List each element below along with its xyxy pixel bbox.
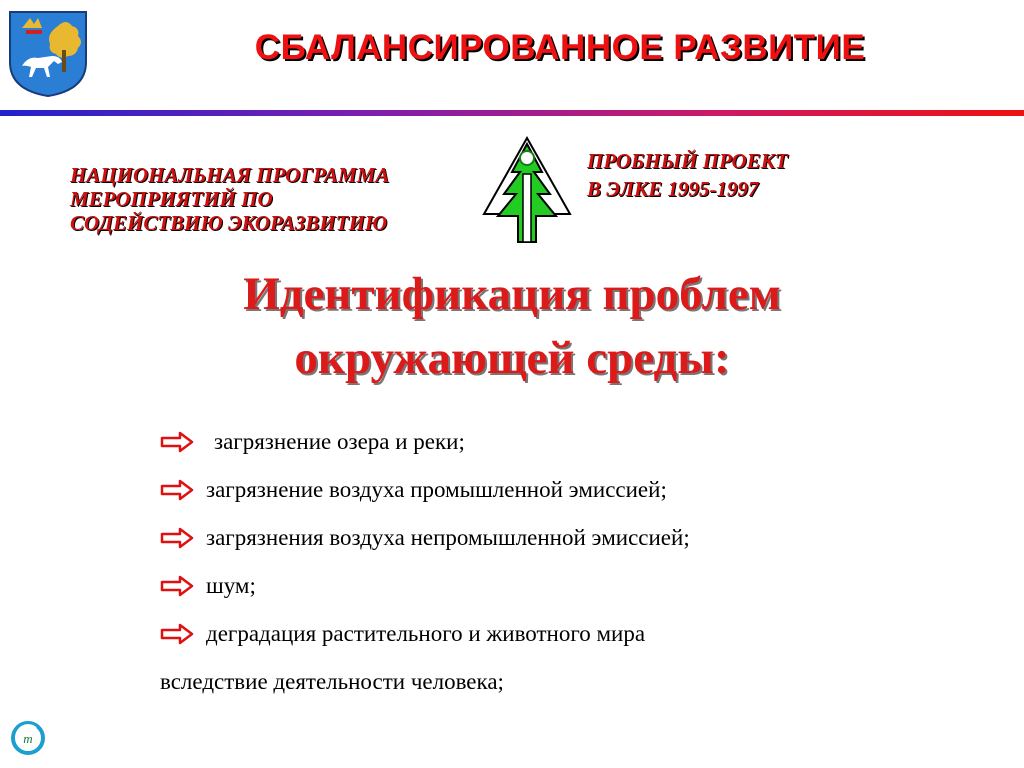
list-item-text: загрязнение озера и реки; <box>214 429 465 454</box>
list-item <box>160 466 920 514</box>
heading-line: Идентификация проблем <box>243 268 781 320</box>
list-item-text: загрязнение воздуха промышленной эмиссией; <box>206 477 667 502</box>
hollow-arrow-icon <box>160 527 194 549</box>
program-caption <box>70 163 490 235</box>
list-item-text: шум; <box>206 573 256 598</box>
program-line: СОДЕЙСТВИЮ ЭКОРАЗВИТИЮ <box>70 211 388 235</box>
hollow-arrow-icon <box>160 479 194 501</box>
coat-of-arms-icon <box>8 10 88 98</box>
pilot-project-caption <box>587 147 847 203</box>
list-item-continuation: вследствие деятельности человека; <box>160 669 504 694</box>
svg-text:m: m <box>23 731 33 746</box>
list-item <box>160 610 920 658</box>
section-heading <box>100 262 924 390</box>
page-title: СБАЛАНСИРОВАННОЕ РАЗВИТИЕ <box>254 28 866 67</box>
program-line: НАЦИОНАЛЬНАЯ ПРОГРАММА <box>70 163 390 187</box>
list-item-text: деградация растительного и животного мира <box>206 621 646 646</box>
pilot-line: ПРОБНЫЙ ПРОЕКТ <box>587 149 788 173</box>
list-item <box>160 562 920 610</box>
hollow-arrow-icon <box>160 431 194 453</box>
hollow-arrow-icon <box>160 623 194 645</box>
list-item-text: загрязнения воздуха непромышленной эмиссией; <box>206 525 690 550</box>
hollow-arrow-icon <box>160 575 194 597</box>
list-item <box>160 514 920 562</box>
gradient-divider <box>0 110 1024 116</box>
problems-list <box>160 418 920 706</box>
heading-line: окружающей среды: <box>294 332 730 384</box>
tree-logo-icon <box>482 136 572 246</box>
pilot-line: В ЭЛКЕ 1995-1997 <box>587 177 759 201</box>
eco-logo-icon <box>10 720 46 756</box>
list-item <box>160 418 920 466</box>
program-line: МЕРОПРИЯТИЙ ПО <box>70 187 273 211</box>
